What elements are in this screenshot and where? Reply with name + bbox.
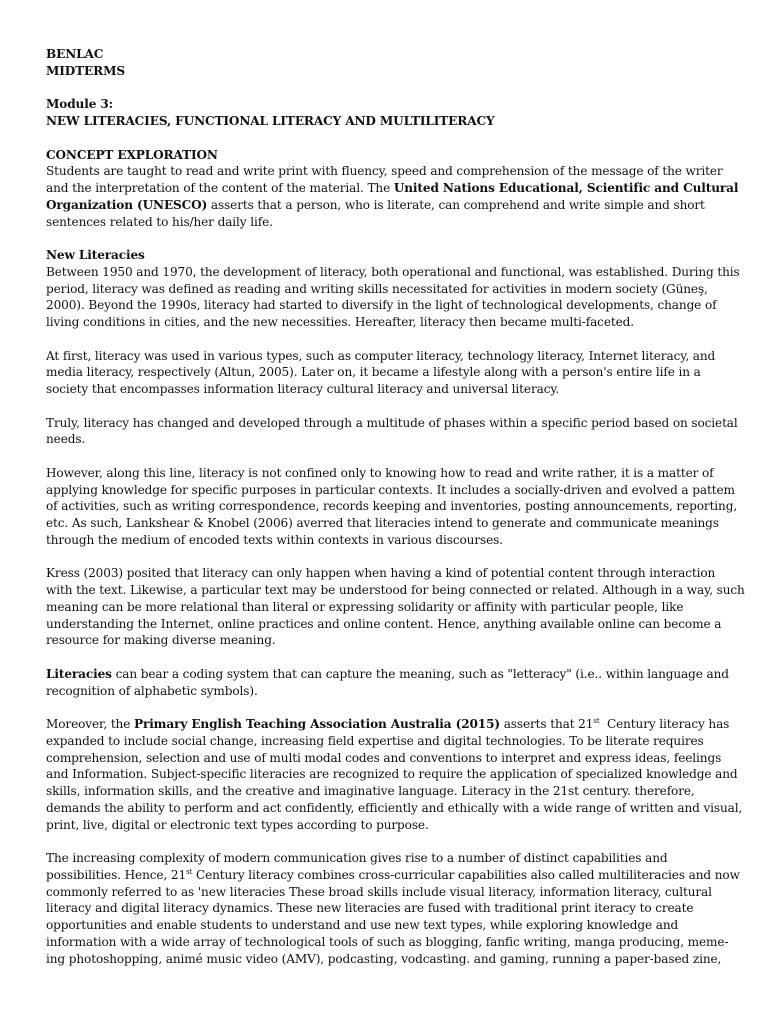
paragraph-line (46, 666, 736, 683)
paragraph-line: etc. As such, Lankshear & Knobel (2006) averred that literacies intend to generate and communicate meanings (46, 516, 719, 530)
unesco-name-part-1: United Nations Educational, Scientific and Cultural (393, 181, 739, 195)
paragraph-4 (46, 465, 736, 549)
paragraph-8 (46, 850, 740, 967)
paragraph-line: The increasing complexity of modern communication gives rise to a number of distinct capabilities and (46, 851, 668, 865)
paragraph-line (46, 867, 740, 884)
paragraph-6 (46, 666, 736, 700)
paragraph-text: asserts that 21 (499, 717, 594, 731)
paragraph-text: Century literacy has (599, 717, 730, 731)
paragraph-line: needs. (46, 432, 86, 447)
concept-line-4: sentences related to his/her daily life. (46, 214, 273, 229)
paragraph-3 (46, 415, 736, 449)
paragraph-line: commonly referred to as 'new literacies These broad skills include visual literacy, information literacy, cultural (46, 884, 712, 899)
document-page (46, 46, 745, 967)
paragraph-line: recognition of alphabetic symbols). (46, 683, 258, 698)
paragraph-line: society that encompasses information literacy cultural literacy and universal literacy. (46, 382, 560, 396)
peta-name: Primary English Teaching Association Australia (2015) (133, 717, 500, 731)
concept-line-2-text: and the interpretation of the content of the material. The (46, 181, 394, 195)
course-code: BENLAC (46, 47, 104, 61)
paragraph-line: understanding the Internet, online practices and online content. Hence, anything available online can become a (46, 616, 722, 631)
paragraph-line: skills, information skills, and the creative and imaginative language. Literacy in the 21st century. therefore, (46, 784, 695, 798)
paragraph-line: literacy and digital literacy dynamics. These new literacies are fused with traditional print iteracy to create (46, 901, 694, 916)
paragraph-line: media literacy, respectively (Altun, 2005). Later on, it became a lifestyle along with a person's entire life in a (46, 365, 701, 380)
paragraph-line (46, 716, 736, 733)
ordinal-superscript: st (593, 717, 600, 725)
new-literacies-heading: New Literacies (46, 248, 145, 262)
paragraph-line: with the text. Likewise, a particular text may be understood for being connected or related. Although in a way, such (46, 583, 745, 597)
paragraph-line: demands the ability to perform and act confidently, efficiently and ethically with a wide range of written and visual, (46, 800, 743, 815)
paragraph-text: possibilities. Hence, 21 (46, 867, 187, 882)
paragraph-line: 2000). Beyond the 1990s, literacy had started to diversify in the light of technological developments, change of (46, 298, 717, 313)
paragraph-line: of activities, such as writing correspondence, records keeping and inventories, posting announcements, reporting, (46, 499, 738, 514)
paragraph-line: comprehension, selection and use of multi modal codes and conventions to interpret and express ideas, feelings (46, 750, 722, 765)
paragraph-1 (46, 264, 740, 331)
paragraph-line: living conditions in cities, and the new necessities. Hereafter, literacy then became multi-faceted. (46, 315, 634, 329)
paragraph-line: resource for making diverse meaning. (46, 633, 276, 648)
concept-heading: CONCEPT EXPLORATION (46, 147, 218, 162)
paragraph-line: Between 1950 and 1970, the development of literacy, both operational and functional, was established. During this (46, 264, 740, 279)
concept-line-3-text: asserts that a person, who is literate, can comprehend and write simple and short (207, 197, 705, 212)
concept-line-2 (46, 180, 739, 197)
paragraph-line: Truly, literacy has changed and developed through a multitude of phases within a specific period based on societal (46, 415, 738, 430)
paragraph-line: period, literacy was defined as reading and writing skills necessitated for activities in modern society (Güneş, (46, 281, 708, 296)
ordinal-superscript: st (186, 867, 193, 876)
paragraph-7 (46, 716, 743, 833)
paragraph-line: through the medium of encoded texts within contexts in various discourses. (46, 532, 503, 547)
concept-line-3 (46, 197, 736, 214)
paragraph-line: However, along this line, literacy is not confined only to knowing how to read and write rather, it is a matter of (46, 465, 714, 480)
paragraph-text: can bear a coding system that can capture the meaning, such as "letteracy" (i.e.. within language and (111, 666, 729, 681)
paragraph-line: At first, literacy was used in various types, such as computer literacy, technology literacy, Internet literacy, and (46, 348, 716, 363)
paragraph-line: meaning can be more relational than literal or expressing solidarity or affinity with particular people, like (46, 599, 684, 614)
concept-line-1: Students are taught to read and write print with fluency, speed and comprehension of the message of the writer (46, 164, 723, 179)
paragraph-line: information with a wide array of technological tools of such as blogging, fanfic writing, manga producing, meme- (46, 934, 729, 949)
paragraph-line: ing photoshopping, animé music video (AMV), podcasting, vodcasting. and gaming, running a paper-based zine, (46, 951, 722, 966)
paragraph-5 (46, 565, 745, 649)
exam-label: MIDTERMS (46, 63, 125, 78)
paragraph-line: print, live, digital or electronic text types according to purpose. (46, 817, 429, 832)
paragraph-line: applying knowledge for specific purposes in particular contexts. It includes a socially-driven and evolved a pattem (46, 482, 735, 497)
unesco-name-part-2: Organization (UNESCO) (46, 197, 208, 212)
paragraph-line: Kress (2003) posited that literacy can only happen when having a kind of potential content through interaction (46, 566, 716, 581)
paragraph-line: and Information. Subject-specific literacies are recognized to require the application of specialized knowledge and (46, 767, 738, 782)
paragraph-2 (46, 348, 736, 398)
paragraph-text: Moreover, the (46, 717, 134, 731)
module-title: NEW LITERACIES, FUNCTIONAL LITERACY AND MULTILITERACY (46, 114, 495, 128)
paragraph-text: Century literacy combines cross-curricular capabilities also called multiliteracies and now (192, 867, 740, 882)
paragraph-line: opportunities and enable students to understand and use new text types, while exploring knowledge and (46, 918, 679, 932)
literacies-term: Literacies (46, 666, 112, 681)
module-label: Module 3: (46, 97, 114, 112)
paragraph-line: expanded to include social change, increasing field expertise and digital technologies. To be literate requires (46, 733, 704, 748)
